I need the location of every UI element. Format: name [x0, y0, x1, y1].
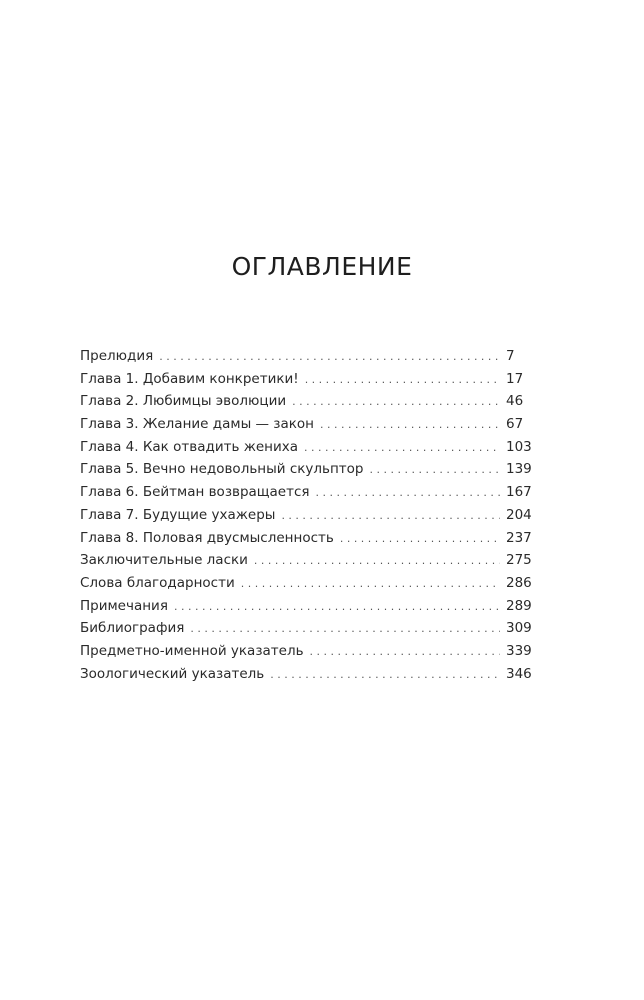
- toc-entry-label: Глава 6. Бейтман возвращается: [80, 484, 310, 501]
- dot-leader: [159, 346, 500, 369]
- toc-entry-page-number: 309: [506, 620, 532, 637]
- dot-leader: [174, 596, 500, 619]
- dot-leader: [370, 459, 501, 482]
- toc-entry-label: Глава 7. Будущие ухажеры: [80, 506, 276, 523]
- toc-entry[interactable]: [80, 572, 550, 595]
- dot-leader: [320, 414, 500, 437]
- toc-entry[interactable]: [80, 436, 550, 459]
- dot-leader: [241, 573, 500, 596]
- toc-entry[interactable]: [80, 368, 550, 391]
- dot-leader: [281, 505, 500, 528]
- toc-entry-page-number: 17: [506, 370, 524, 387]
- page-title: ОГЛАВЛЕНИЕ: [231, 252, 413, 281]
- toc-entry-label: Глава 5. Вечно недовольный скульптор: [80, 461, 364, 478]
- toc-entry[interactable]: [80, 504, 550, 527]
- dot-leader: [292, 391, 500, 414]
- toc-entry-label: Глава 3. Желание дамы — закон: [80, 416, 314, 433]
- dot-leader: [310, 641, 500, 664]
- toc-entry-page-number: 237: [506, 529, 532, 546]
- toc-entry-label: Примечания: [80, 597, 168, 614]
- toc-entry-page-number: 339: [506, 642, 532, 659]
- toc-entry[interactable]: [80, 549, 550, 572]
- dot-leader: [340, 528, 500, 551]
- toc-entry-page-number: 103: [506, 438, 532, 455]
- dot-leader: [254, 550, 500, 573]
- toc-entry-page-number: 7: [506, 348, 515, 364]
- toc-entry-page-number: 286: [506, 574, 532, 591]
- toc-entry[interactable]: [80, 640, 550, 663]
- dot-leader: [305, 369, 500, 392]
- toc-entry-label: Глава 1. Добавим конкретики!: [80, 370, 299, 387]
- toc-entry[interactable]: [80, 595, 550, 618]
- table-of-contents: [80, 345, 550, 685]
- toc-entry[interactable]: [80, 481, 550, 504]
- toc-entry-label: Библиография: [80, 620, 185, 637]
- toc-entry[interactable]: [80, 663, 550, 686]
- toc-entry-page-number: 167: [506, 484, 532, 501]
- toc-entry-label: Заключительные ласки: [80, 552, 248, 569]
- toc-entry-label: Слова благодарности: [80, 574, 235, 591]
- toc-entry-label: Глава 2. Любимцы эволюции: [80, 393, 287, 410]
- toc-entry-label: Предметно-именной указатель: [80, 642, 304, 659]
- toc-entry-page-number: 289: [506, 597, 532, 614]
- toc-entry-page-number: 139: [506, 461, 532, 478]
- toc-entry-label: Глава 4. Как отвадить жениха: [80, 438, 299, 455]
- toc-entry[interactable]: [80, 413, 550, 436]
- toc-entry[interactable]: [80, 527, 550, 550]
- dot-leader: [270, 664, 500, 687]
- dot-leader: [190, 618, 500, 641]
- toc-entry-page-number: 46: [506, 393, 524, 410]
- toc-entry-label: Прелюдия: [80, 348, 154, 364]
- toc-entry-label: Зоологический указатель: [80, 665, 265, 682]
- toc-entry[interactable]: [80, 617, 550, 640]
- dot-leader: [316, 482, 501, 505]
- toc-entry-label: Глава 8. Половая двусмысленность: [80, 529, 334, 546]
- toc-entry-page-number: 275: [506, 552, 532, 569]
- toc-entry[interactable]: [80, 458, 550, 481]
- dot-leader: [304, 437, 500, 460]
- toc-entry-page-number: 67: [506, 416, 524, 433]
- toc-entry-page-number: 204: [506, 506, 532, 523]
- toc-entry[interactable]: [80, 390, 550, 413]
- toc-entry-page-number: 346: [506, 665, 532, 682]
- toc-entry[interactable]: [80, 345, 550, 368]
